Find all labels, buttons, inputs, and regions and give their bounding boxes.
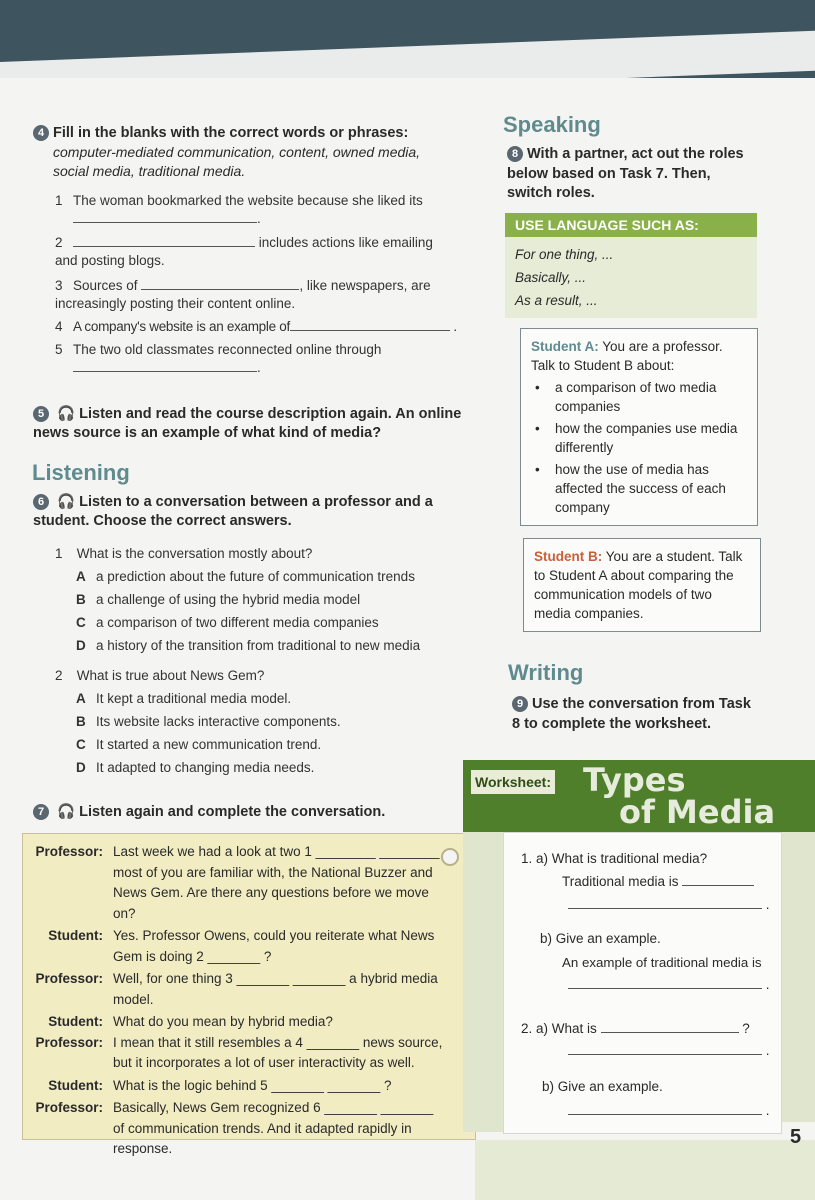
worksheet-title-line2: of Media <box>619 793 776 831</box>
option[interactable] <box>55 733 465 756</box>
exercise-6 <box>33 493 458 531</box>
line-text: Well, for one thing 3 _______ _______ a hybrid media model. <box>113 971 438 1007</box>
hands-decoration <box>475 1140 815 1200</box>
page-number: 5 <box>790 1126 802 1148</box>
role-bullet: • how the use of media has affected the success of each company <box>531 460 747 517</box>
speaker-label: Student: <box>48 928 103 943</box>
exercise-8 <box>507 145 752 204</box>
option-letter: D <box>76 638 86 653</box>
exercise-9-text: Use the conversation from Task 8 to complete the worksheet. <box>512 696 751 732</box>
answer-blank[interactable] <box>73 210 257 223</box>
option-letter: A <box>76 569 86 584</box>
item-text: The two old classmates reconnected online through <box>73 342 382 357</box>
student-b-text: You are a student. Talk to Student A about comparing the communication models of two media companies. <box>534 549 743 621</box>
option[interactable] <box>55 565 465 588</box>
answer-blank[interactable] <box>73 234 255 247</box>
worksheet-question-2a: 2. a) What is ? <box>521 1021 750 1036</box>
option[interactable] <box>55 634 465 657</box>
option[interactable] <box>55 756 465 779</box>
item-number: 1 <box>55 193 63 208</box>
line-text: I mean that it still resembles a 4 _______ news source, but it incorporates a lot of user interactivity as well. <box>113 1034 443 1070</box>
student-a-label: Student A: <box>531 339 599 354</box>
worksheet-label: Worksheet: <box>471 770 555 794</box>
speaker-label: Professor: <box>35 1034 103 1050</box>
exercise-5 <box>33 405 463 443</box>
answer-blank[interactable] <box>73 359 257 372</box>
word-bank: computer-mediated communication, content, owned media, social media, traditional media. <box>53 144 421 179</box>
question-number: 2 <box>55 668 63 683</box>
answer-blank[interactable] <box>141 277 299 290</box>
question-text: 2. a) What is <box>521 1021 597 1036</box>
worksheet-question-1b: b) Give an example. <box>540 931 661 946</box>
answer-stem: Traditional media is <box>562 874 679 889</box>
phrase: For one thing, ... <box>515 247 614 262</box>
option-text: a challenge of using the hybrid media model <box>96 592 361 607</box>
exercise-number: 9 <box>512 696 528 712</box>
line-text: Yes. Professor Owens, could you reiterate what News Gem is doing 2 _______ ? <box>113 928 435 964</box>
role-bullet: • a comparison of two media companies <box>531 378 747 416</box>
item-text-after: . <box>257 360 261 375</box>
listening-heading: Listening <box>32 460 130 485</box>
item-text: The woman bookmarked the website because she liked its <box>73 193 423 208</box>
worksheet-header <box>463 760 815 832</box>
item-number: 3 <box>55 278 63 293</box>
conversation-line <box>23 1033 447 1074</box>
use-language-heading: USE LANGUAGE SUCH AS: <box>505 213 757 237</box>
option-letter: C <box>76 615 86 630</box>
exercise-4-item-3 <box>55 277 455 313</box>
speaker-label: Professor: <box>35 1100 103 1115</box>
writing-heading: Writing <box>508 660 584 685</box>
item-text: A company's website is an example of <box>73 319 290 334</box>
option-text: Its website lacks interactive components. <box>96 714 341 729</box>
phrase: As a result, ... <box>515 293 598 308</box>
option-letter: C <box>76 737 86 752</box>
worksheet-title-line1: Types <box>583 761 686 799</box>
line-text: What do you mean by hybrid media? <box>113 1014 333 1029</box>
speaker-label: Professor: <box>35 844 103 859</box>
item-text-after: . <box>453 319 457 334</box>
worksheet-answer-1b-line2: . <box>568 975 770 994</box>
option[interactable] <box>55 588 465 611</box>
headphones-icon: 🎧 <box>57 804 76 820</box>
conversation-lines <box>23 834 475 1166</box>
exercise-number: 6 <box>33 494 49 510</box>
worksheet-body <box>503 832 782 1134</box>
option-letter: B <box>76 592 86 607</box>
option[interactable] <box>55 611 465 634</box>
item-number: 2 <box>55 235 63 250</box>
exercise-number: 8 <box>507 146 523 162</box>
worksheet-question-2b: b) Give an example. <box>542 1079 663 1094</box>
worksheet-question-1a: 1. a) What is traditional media? <box>521 851 708 866</box>
exercise-4-item-5 <box>55 341 455 377</box>
exercise-number: 4 <box>33 125 49 141</box>
item-number: 4 <box>55 319 63 334</box>
item-text-after: . <box>257 211 261 226</box>
conversation-line <box>23 1098 447 1160</box>
exercise-4 <box>33 124 458 181</box>
exercise-4-item-2 <box>55 234 455 270</box>
use-language-phrases <box>505 237 757 318</box>
conversation-card <box>22 833 476 1156</box>
option-text: a history of the transition from traditional to new media <box>96 638 421 653</box>
speaker-label: Student: <box>48 1077 103 1093</box>
item-text: includes actions like emailing and posting blogs. <box>55 235 433 268</box>
speaker-label: Professor: <box>35 971 103 986</box>
option[interactable] <box>55 687 465 710</box>
exercise-9 <box>512 695 752 734</box>
conversation-line <box>23 1012 447 1033</box>
exercise-4-item-1 <box>55 192 455 228</box>
conversation-line <box>23 842 447 924</box>
line-text: What is the logic behind 5 _______ _______ ? <box>113 1077 392 1093</box>
item-text-after: , like newspapers, are increasingly posting their content online. <box>55 278 431 311</box>
question-2 <box>55 664 465 779</box>
answer-blank[interactable] <box>568 1102 762 1115</box>
question-number: 1 <box>55 546 63 561</box>
exercise-number: 5 <box>33 406 49 422</box>
use-language-box <box>505 213 757 318</box>
conversation-line <box>23 969 447 1010</box>
worksheet-answer-2b-line: . <box>568 1101 770 1120</box>
exercise-6-text: Listen to a conversation between a professor and a student. Choose the correct answers. <box>33 494 433 529</box>
item-text: Sources of <box>73 278 138 293</box>
exercise-4-item-4 <box>55 318 465 336</box>
speaker-label: Student: <box>48 1014 103 1029</box>
question-1 <box>55 542 465 657</box>
headphones-icon: 🎧 <box>57 406 76 422</box>
option-letter: D <box>76 760 86 775</box>
student-a-card <box>520 328 758 526</box>
option-text: a prediction about the future of communication trends <box>96 569 415 584</box>
worksheet-right-decoration <box>780 832 815 1122</box>
worksheet-answer-1a-line2: . <box>568 895 770 914</box>
student-b-card <box>523 538 761 632</box>
option-letter: A <box>76 691 86 706</box>
worksheet-answer-1a <box>562 872 754 891</box>
worksheet-answer-1b: An example of traditional media is <box>562 955 762 970</box>
answer-blank[interactable] <box>682 873 754 886</box>
line-text: Last week we had a look at two 1 ________ ________ most of you are familiar with, the National Buzzer and News Gem. Are there any questions before we move on? <box>113 844 440 921</box>
exercise-7-text: Listen again and complete the conversation. <box>79 804 386 820</box>
option-text: It adapted to changing media needs. <box>96 760 315 775</box>
option-text: It kept a traditional media model. <box>96 691 292 706</box>
exercise-4-instruction: Fill in the blanks with the correct words or phrases: <box>53 125 409 141</box>
phrase: Basically, ... <box>515 270 587 285</box>
worksheet-answer-2a-line2: . <box>568 1041 770 1060</box>
answer-blank[interactable] <box>568 1042 762 1055</box>
speaking-heading: Speaking <box>503 112 601 137</box>
headphones-icon: 🎧 <box>57 494 76 510</box>
card-hole-icon <box>441 848 459 866</box>
conversation-line <box>23 1076 447 1097</box>
conversation-line <box>23 926 447 967</box>
answer-blank[interactable] <box>568 976 762 989</box>
answer-blank[interactable] <box>601 1020 739 1033</box>
item-number: 5 <box>55 342 63 357</box>
option-text: a comparison of two different media companies <box>96 615 379 630</box>
exercise-8-text: With a partner, act out the roles below based on Task 7. Then, switch roles. <box>507 146 744 201</box>
exercise-number: 7 <box>33 804 49 820</box>
exercise-7 <box>33 803 458 822</box>
question-text: What is the conversation mostly about? <box>76 546 313 561</box>
option-text: It started a new communication trend. <box>96 737 322 752</box>
worksheet-left-decoration <box>463 832 503 1132</box>
student-b-label: Student B: <box>534 549 603 564</box>
exercise-5-text: Listen and read the course description again. An online news source is an example of what kind of media? <box>33 406 462 441</box>
option-letter: B <box>76 714 86 729</box>
answer-blank[interactable] <box>568 896 762 909</box>
option[interactable] <box>55 710 465 733</box>
line-text: Basically, News Gem recognized 6 _______ _______ of communication trends. And it adapted rapidly in response. <box>113 1100 434 1156</box>
question-text: What is true about News Gem? <box>76 668 265 683</box>
role-bullet: • how the companies use media differently <box>531 419 747 457</box>
student-a-intro: You are a professor. Talk to Student B about: <box>531 339 723 373</box>
answer-blank[interactable] <box>290 318 450 331</box>
